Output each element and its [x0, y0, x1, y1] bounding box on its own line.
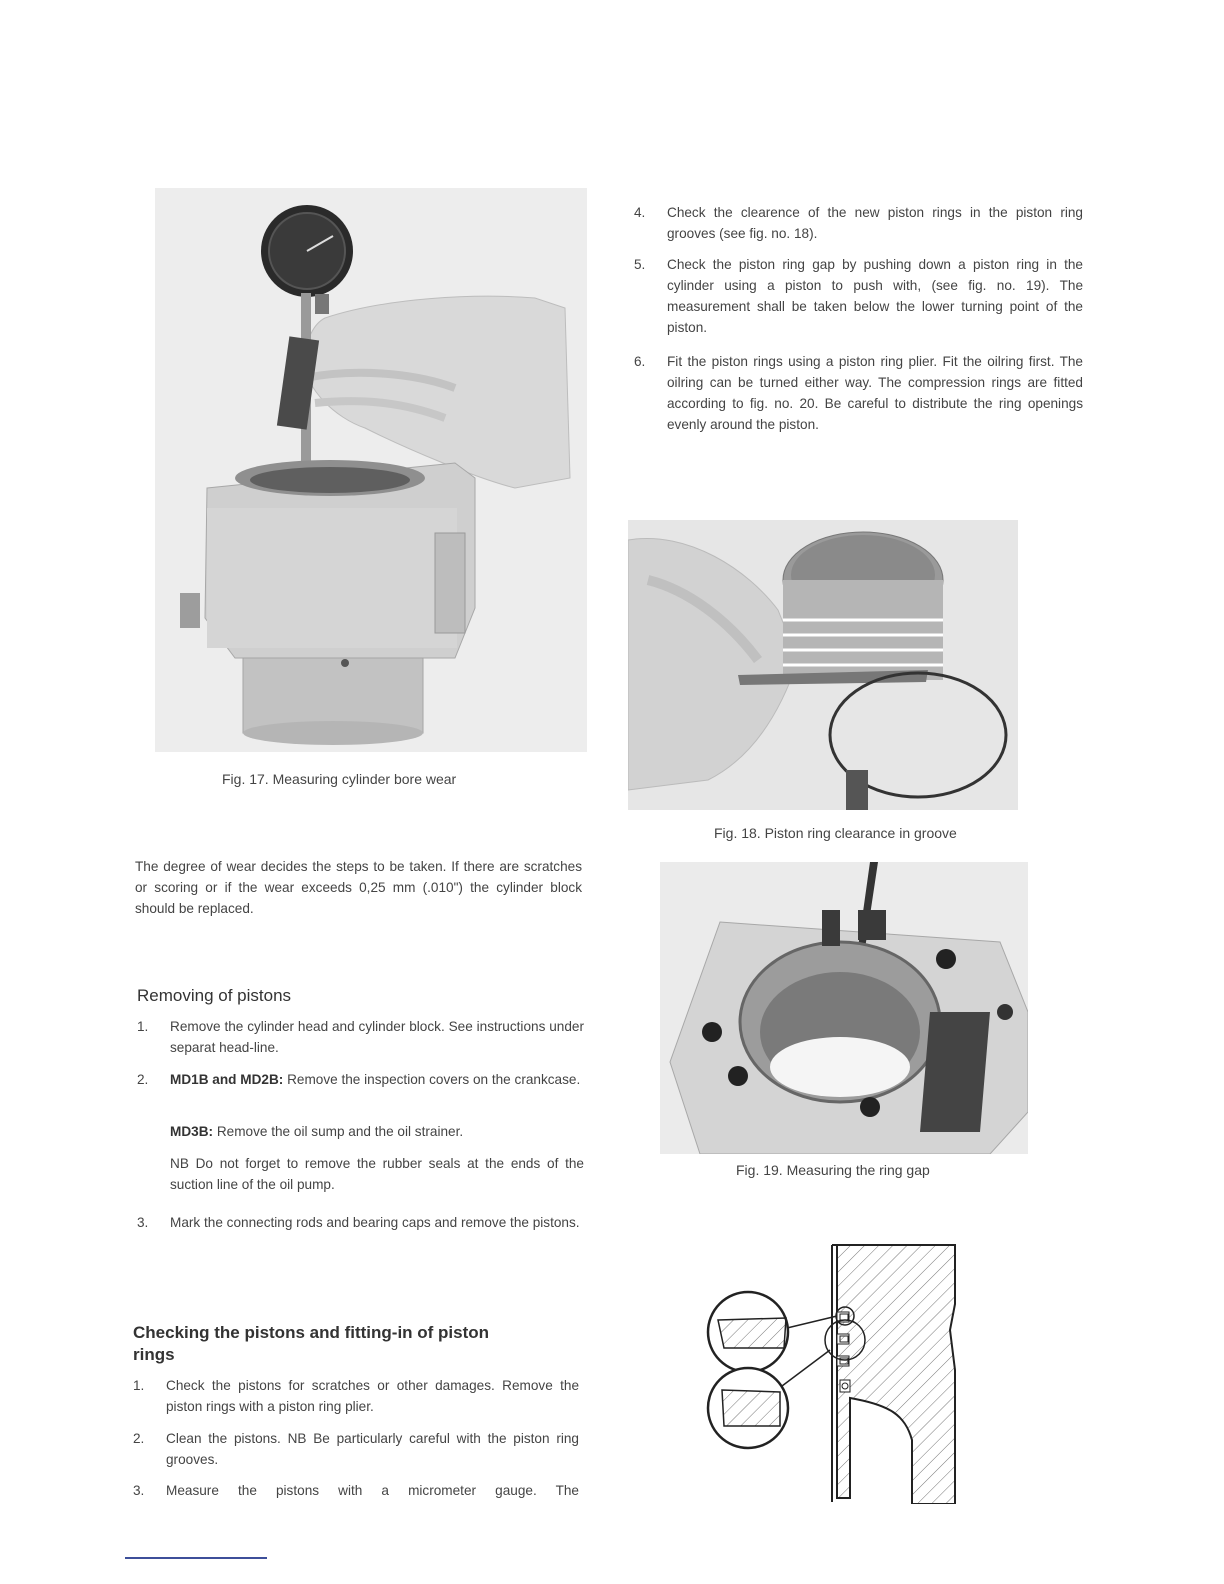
md3b-note	[170, 1121, 584, 1142]
removing-pistons-heading: Removing of pistons	[137, 986, 292, 1005]
step-item-4-text: Check the clearence of the new piston rings in the piston ring grooves (see fig. no. 18).	[667, 205, 1083, 241]
fig18-caption: Fig. 18. Piston ring clearance in groove	[714, 825, 957, 841]
removing-item-3-number: 3.	[137, 1215, 149, 1230]
md3b-text: Remove the oil sump and the oil strainer.	[213, 1124, 464, 1139]
fig19-photo	[660, 862, 1028, 1154]
checking-heading-line-2: rings	[133, 1345, 175, 1364]
step-item-5	[634, 254, 1083, 342]
md3b-label: MD3B:	[170, 1124, 214, 1139]
checking-item-3-text: Measure the pistons with a micrometer gauge. The	[166, 1483, 579, 1498]
step-item-5-number: 5.	[634, 257, 646, 272]
checking-heading-line-1: Checking the pistons and fitting-in of piston	[133, 1323, 490, 1342]
checking-item-3	[133, 1480, 579, 1502]
fig20-diagram	[700, 1240, 962, 1504]
removing-item-1	[137, 1016, 584, 1060]
checking-item-1	[133, 1375, 579, 1419]
fig19-caption: Fig. 19. Measuring the ring gap	[736, 1162, 930, 1178]
removing-item-3-text: Mark the connecting rods and bearing caps and remove the pistons.	[170, 1215, 580, 1230]
checking-item-2-text: Clean the pistons. NB Be particularly careful with the piston ring grooves.	[166, 1431, 579, 1467]
nb-note: NB Do not forget to remove the rubber seals at the ends of the suction line of the oil pump.	[170, 1156, 584, 1192]
removing-item-2	[137, 1069, 584, 1113]
step-item-5-text: Check the piston ring gap by pushing down a piston ring in the cylinder using a piston to push with, (see fig. no. 19). The measurement shall be taken below the lower turning point of the piston.	[667, 257, 1083, 335]
fig18-photo	[628, 520, 1018, 810]
step-item-6-number: 6.	[634, 354, 646, 369]
removing-item-2-body: Remove the inspection covers on the crankcase.	[283, 1072, 581, 1087]
step-item-6	[634, 351, 1083, 461]
fig17-photo	[155, 188, 587, 752]
step-item-6-text: Fit the piston rings using a piston ring plier. Fit the oilring first. The oilring can be turned either way. The compression rings are fitted according to fig. no. 20. Be careful to distribute the ring openings evenly around the piston.	[667, 354, 1083, 432]
removing-item-3	[137, 1212, 584, 1256]
checking-item-2-number: 2.	[133, 1431, 145, 1446]
checking-item-3-number: 3.	[133, 1483, 145, 1498]
checking-item-1-text: Check the pistons for scratches or other damages. Remove the piston rings with a piston ring plier.	[166, 1378, 579, 1414]
removing-item-1-text: Remove the cylinder head and cylinder block. See instructions under separat head-line.	[170, 1019, 584, 1055]
checking-item-2	[133, 1428, 579, 1472]
footer-rule	[125, 1557, 267, 1559]
wear-paragraph: The degree of wear decides the steps to be taken. If there are scratches or scoring or if the wear exceeds 0,25 mm (.010") the cylinder block should be replaced.	[135, 859, 582, 916]
removing-item-2-model-label: MD1B and MD2B:	[170, 1072, 284, 1087]
step-item-4-number: 4.	[634, 205, 646, 220]
removing-item-2-number: 2.	[137, 1072, 149, 1087]
fig17-caption: Fig. 17. Measuring cylinder bore wear	[222, 771, 457, 787]
step-item-4	[634, 202, 1083, 246]
removing-item-1-number: 1.	[137, 1019, 149, 1034]
checking-pistons-heading	[133, 1322, 593, 1366]
removing-item-2-text	[170, 1069, 584, 1090]
checking-item-1-number: 1.	[133, 1378, 145, 1393]
